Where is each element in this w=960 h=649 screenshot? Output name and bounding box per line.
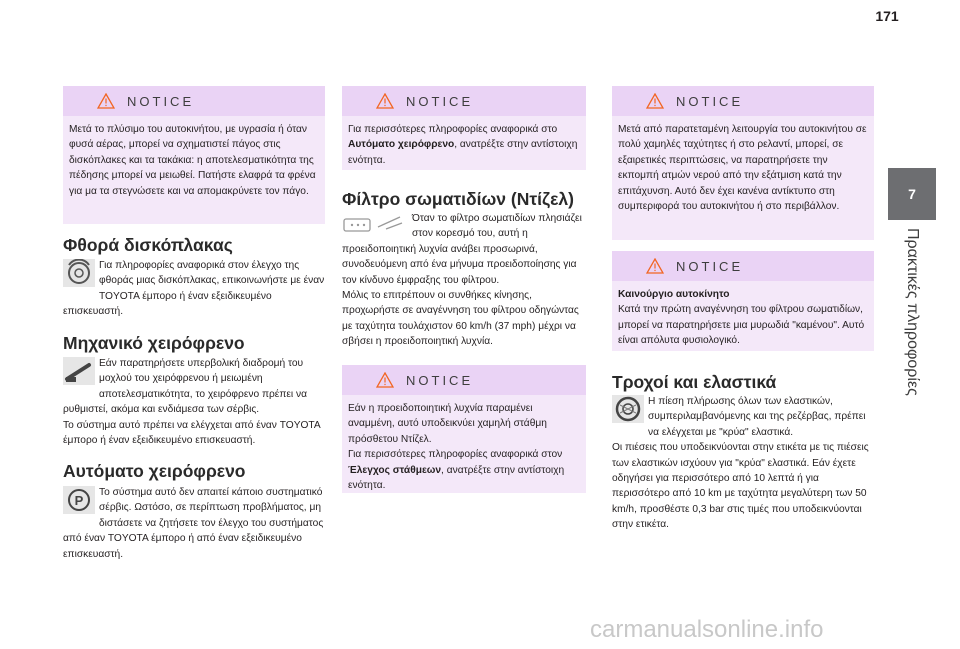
notice-title: NOTICE [406,93,474,109]
notice-header [612,251,874,281]
section-title-tyres: Τροχοί και ελαστικά [612,372,777,392]
notice-box-4 [612,86,874,240]
section-body-particle-filter [342,211,588,350]
notice-text [612,281,874,355]
brake-disc-icon [63,259,95,287]
particle-filter-text-1: Όταν το φίλτρο σωματιδίων πλησιάζει στον κορεσμό του, αυτή η προειδοποιητική λυχνία ανάβει προσωρινά, συνοδευόμενη από ένα μήνυμα προειδοποίησης για τον κίνδυνο έμφραξης του φίλτρου. [342,213,582,286]
notice-text-pre: Για περισσότερες πληροφορίες αναφορικά στο [348,124,558,135]
particle-filter-text-2: Μόλις το επιτρέπουν οι συνθήκες κίνησης, προχωρήστε σε αναγέννηση του φίλτρου οδηγώντας με ταχύτητα τουλάχιστον 60 km/h (37 mph) μέχρι να σβήσει η προειδοποιητική λυχνία. [342,290,579,348]
section-title-particle-filter: Φίλτρο σωματιδίων (Ντίζελ) [342,189,574,209]
notice-text [342,116,586,174]
warning-triangle-icon [376,93,394,109]
notice-subtitle: Καινούργιο αυτοκίνητο [618,289,730,300]
notice-title: NOTICE [406,372,474,388]
section-body-handbrake [63,356,325,448]
notice-text-post: , ανατρέξτε στην αντίστοιχη ενότητα. [348,139,578,166]
notice-title: NOTICE [676,93,744,109]
notice-header [612,86,874,116]
section-title-handbrake: Μηχανικό χειρόφρενο [63,333,245,353]
warning-triangle-icon [646,93,664,109]
chapter-tab: 7 [888,168,936,220]
notice-body: Κατά την πρώτη αναγέννηση του φίλτρου σωματιδίων, μπορεί να παρατηρήσετε μια μυρωδιά "καμένου". Αυτό είναι απόλυτα φυσιολογικό. [618,304,865,347]
notice-box-1 [63,86,325,224]
section-title-auto-brake: Αυτόματο χειρόφρενο [63,461,246,481]
notice-title: NOTICE [676,258,744,274]
notice-text-bold: Αυτόματο χειρόφρενο [348,139,455,151]
warning-triangle-icon [646,258,664,274]
notice-box-5 [612,251,874,351]
notice-text-2-bold: Έλεγχος στάθμεων [348,464,442,476]
chapter-label-text: Πρακτικές πληροφορίες [904,228,921,396]
tyres-text-1: Η πίεση πλήρωσης όλων των ελαστικών, συμπεριλαμβανόμενης και της ρεζέρβας, πρέπει να ελέγχεται με "κρύα" ελαστικά. [648,396,866,438]
notice-text-2-post: , ανατρέξτε στην αντίστοιχη ενότητα. [348,464,565,492]
handbrake-text-2: Το σύστημα αυτό πρέπει να ελέγχεται από έναν TOYOTA έμπορο ή έναν εξειδικευμένο επισκευαστή. [63,419,321,447]
warning-triangle-icon [97,93,115,109]
warning-triangle-icon [376,372,394,388]
notice-title: NOTICE [127,93,195,109]
parking-brake-p-icon [63,486,95,514]
section-title-disc-wear: Φθορά δισκόπλακας [63,235,233,255]
notice-box-3 [342,365,586,493]
section-body-auto-brake [63,485,325,562]
notice-text-2-pre: Για περισσότερες πληροφορίες αναφορικά στον [348,449,563,461]
chapter-label [888,228,936,396]
disc-wear-text: Για πληροφορίες αναφορικά στον έλεγχο της φθοράς μιας δισκόπλακας, επικοινωνήστε με έναν TOYOTA έμπορο ή έναν εξειδικευμένο επισκευαστή. [63,260,325,318]
section-body-tyres [612,394,874,533]
auto-brake-text: Το σύστημα αυτό δεν απαιτεί κάποιο συστηματικό σέρβις. Ωστόσο, σε περίπτωση προβλήματος, μη διστάσετε να ζητήσετε τον έλεγχο του συστήματος από έναν TOYOTA έμπορο ή από έναν εξειδικευμένο επισκευαστή. [63,487,324,560]
svg-text:P: P [74,493,84,508]
notice-header [342,365,586,395]
notice-text: Μετά το πλύσιμο του αυτοκινήτου, με υγρασία ή όταν φυσά αέρας, μπορεί να σχηματιστεί πάγος στις δισκόπλακες και τα τακάκια: η αποτελεσματικότητα της πέδησης μπορεί να μειωθεί. Πατήστε ελαφρά τα φρένα για μα τα στεγνώσετε και να απομακρύνετε τον πάγο. [69,124,316,197]
notice-text [342,395,586,499]
handbrake-lever-icon [63,357,95,385]
page-number: 171 [875,8,899,24]
tyre-icon [612,395,644,423]
tyres-text-2: Οι πιέσεις που υποδεικνύονται στην ετικέτα με τις πιέσεις των ελαστικών ισχύουν για "κρύα" ελαστικά. Εάν έχετε οδηγήσει για περισσότερο από 10 λεπτά ή για περισσότερο από 10 km με ταχύτητα μεγαλύτερη των 50 km/h, προσθέστε 0,3 bar στις τιμές που υποδεικνύονται στην ετικέτα. [612,442,869,531]
section-body-disc-wear [63,258,325,320]
notice-text: Μετά από παρατεταμένη λειτουργία του αυτοκινήτου σε πολύ χαμηλές ταχύτητες ή στο ρελαντί, μπορεί, σε εξαιρετικές περιπτώσεις, να παρατηρήσετε την εκπομπή ατμών νερού από την εξάτμιση κατά την επιτάχυνση. Αυτό δεν έχει κανένα αντίκτυπο στη συμπεριφορά του αυτοκινήτου ή στο περιβάλλον. [618,124,867,213]
notice-box-2 [342,86,586,170]
watermark: carmanualsonline.info [590,616,824,643]
notice-header [63,86,325,116]
particle-filter-icon [342,211,406,237]
notice-header [342,86,586,116]
handbrake-text-1: Εάν παρατηρήσετε υπερβολική διαδρομή του μοχλού του χειρόφρενου ή μειωμένη αποτελεσματικότητα, το χειρόφρενο πρέπει να ρυθμιστεί, ακόμα και ενδιάμεσα των σέρβις. [63,358,307,416]
notice-text-1: Εάν η προειδοποιητική λυχνία παραμένει αναμμένη, αυτό υποδεικνύει χαμηλή στάθμη πρόσθετου Ντίζελ. [348,403,547,445]
